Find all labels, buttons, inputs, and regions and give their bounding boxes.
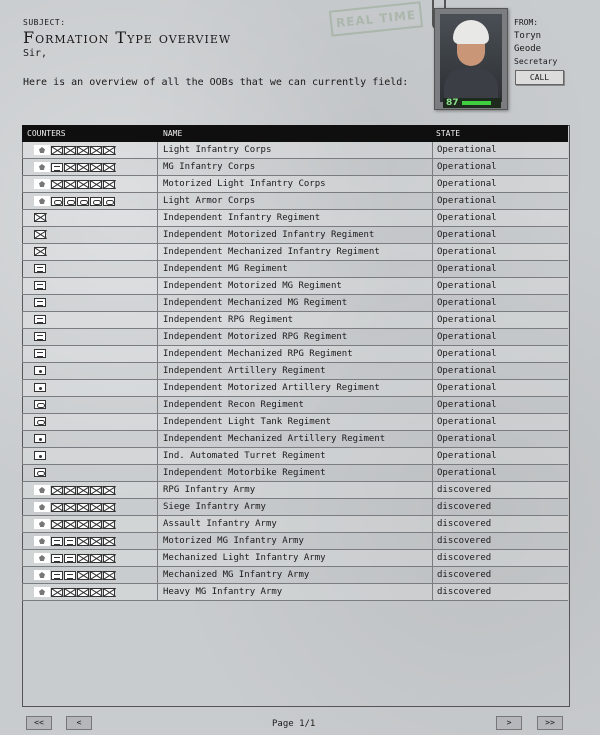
- inf-unit-icon: [51, 486, 63, 495]
- formation-state: Operational: [432, 142, 571, 158]
- table-row[interactable]: [22, 210, 568, 227]
- table-row[interactable]: [22, 448, 568, 465]
- inf-unit-icon: [64, 503, 76, 512]
- inf-unit-icon: [64, 163, 76, 172]
- inf-unit-icon: [90, 180, 102, 189]
- unit-counter-icon: [34, 332, 46, 341]
- header-name: NAME: [163, 129, 183, 138]
- hq-emblem-icon: [34, 179, 50, 189]
- inf-unit-icon: [64, 180, 76, 189]
- formation-state: discovered: [432, 482, 571, 498]
- mg-unit-icon: [51, 554, 63, 563]
- real-time-stamp: REAL TIME: [329, 1, 423, 36]
- formation-name: Independent Motorbike Regiment: [163, 468, 326, 478]
- counter-cell: [22, 278, 158, 294]
- inf-unit-icon: [51, 588, 63, 597]
- mg-unit-icon: [51, 571, 63, 580]
- table-row[interactable]: [22, 244, 568, 261]
- inf-unit-icon: [90, 520, 102, 529]
- unit-counter-icon: [34, 179, 115, 189]
- table-row[interactable]: [22, 482, 568, 499]
- counter-cell: [22, 533, 158, 549]
- sender-role: Secretary: [514, 57, 558, 66]
- hq-emblem-icon: [34, 485, 50, 495]
- hq-emblem-icon: [34, 502, 50, 512]
- last-page-button[interactable]: >>: [537, 716, 563, 730]
- counter-cell: [22, 142, 158, 158]
- unit-counter-icon: [34, 298, 46, 307]
- counter-cell: [22, 210, 158, 226]
- inf-unit-icon: [77, 571, 89, 580]
- unit-counter-icon: [34, 196, 115, 206]
- table-row[interactable]: [22, 176, 568, 193]
- formation-state: Operational: [432, 278, 571, 294]
- formation-state: discovered: [432, 516, 571, 532]
- unit-counter-icon: [34, 587, 115, 597]
- art-unit-icon: [34, 366, 46, 375]
- prev-page-button[interactable]: <: [66, 716, 92, 730]
- unit-counter-icon: [34, 247, 46, 256]
- counter-cell: [22, 312, 158, 328]
- mg-unit-icon: [34, 349, 46, 358]
- hq-emblem-icon: [34, 536, 50, 546]
- unit-counter-icon: [34, 519, 115, 529]
- counter-cell: [22, 193, 158, 209]
- formation-name: Mechanized Light Infantry Army: [163, 553, 326, 563]
- table-row[interactable]: [22, 261, 568, 278]
- page-indicator: Page 1/1: [272, 719, 316, 729]
- formation-name: Independent Recon Regiment: [163, 400, 304, 410]
- inf-unit-icon: [90, 486, 102, 495]
- unit-counter-icon: [34, 553, 115, 563]
- table-row[interactable]: [22, 533, 568, 550]
- counter-cell: [22, 397, 158, 413]
- health-fill: [462, 101, 491, 105]
- counter-cell: [22, 465, 158, 481]
- mg-unit-icon: [51, 163, 63, 172]
- unit-counter-icon: [34, 230, 46, 239]
- subject-label: SUBJECT:: [23, 18, 66, 27]
- formation-state: discovered: [432, 550, 571, 566]
- formation-name: RPG Infantry Army: [163, 485, 256, 495]
- hq-emblem-icon: [34, 145, 50, 155]
- mg-unit-icon: [34, 281, 46, 290]
- formation-name: Heavy MG Infantry Army: [163, 587, 283, 597]
- hq-emblem-icon: [34, 553, 50, 563]
- portrait-image: [440, 14, 502, 108]
- table-row[interactable]: [22, 312, 568, 329]
- from-label: FROM:: [514, 18, 539, 27]
- formation-state: Operational: [432, 329, 571, 345]
- first-page-button[interactable]: <<: [26, 716, 52, 730]
- inf-unit-icon: [64, 146, 76, 155]
- mg-unit-icon: [64, 554, 76, 563]
- unit-counter-icon: [34, 400, 46, 409]
- unit-counter-icon: [34, 434, 46, 443]
- inf-unit-icon: [103, 571, 115, 580]
- sender-first-name: Toryn: [514, 31, 542, 41]
- inf-unit-icon: [103, 537, 115, 546]
- counter-cell: [22, 295, 158, 311]
- unit-counter-icon: [34, 502, 115, 512]
- inf-unit-icon: [34, 213, 46, 222]
- table-row[interactable]: [22, 567, 568, 584]
- inf-unit-icon: [90, 503, 102, 512]
- table-row[interactable]: [22, 397, 568, 414]
- formation-name: Independent Mechanized Artillery Regiment: [163, 434, 386, 444]
- table-row[interactable]: [22, 295, 568, 312]
- portrait-hair: [453, 20, 489, 44]
- unit-counter-icon: [34, 383, 46, 392]
- inf-unit-icon: [51, 503, 63, 512]
- formation-state: Operational: [432, 261, 571, 277]
- inf-unit-icon: [77, 486, 89, 495]
- formation-name: Independent RPG Regiment: [163, 315, 294, 325]
- inf-unit-icon: [34, 247, 46, 256]
- mg-unit-icon: [34, 315, 46, 324]
- formation-name: Independent Motorized MG Regiment: [163, 281, 342, 291]
- counter-cell: [22, 482, 158, 498]
- inf-unit-icon: [77, 180, 89, 189]
- formation-state: Operational: [432, 295, 571, 311]
- formation-name: Independent Light Tank Regiment: [163, 417, 331, 427]
- formation-name: MG Infantry Corps: [163, 162, 256, 172]
- counter-cell: [22, 159, 158, 175]
- table-row[interactable]: [22, 193, 568, 210]
- counter-cell: [22, 550, 158, 566]
- formation-state: discovered: [432, 584, 571, 600]
- inf-unit-icon: [103, 146, 115, 155]
- inf-unit-icon: [51, 180, 63, 189]
- hq-emblem-icon: [34, 570, 50, 580]
- inf-unit-icon: [51, 520, 63, 529]
- table-row[interactable]: [22, 227, 568, 244]
- counter-cell: [22, 346, 158, 362]
- inf-unit-icon: [77, 146, 89, 155]
- inf-unit-icon: [90, 554, 102, 563]
- formation-name: Independent Motorized Artillery Regiment: [163, 383, 380, 393]
- inf-unit-icon: [90, 537, 102, 546]
- formation-name: Light Infantry Corps: [163, 145, 272, 155]
- table-row[interactable]: [22, 329, 568, 346]
- art-unit-icon: [34, 383, 46, 392]
- armor-unit-icon: [77, 197, 89, 206]
- hq-emblem-icon: [34, 162, 50, 172]
- counter-cell: [22, 516, 158, 532]
- counter-cell: [22, 499, 158, 515]
- hq-emblem-icon: [34, 196, 50, 206]
- counter-cell: [22, 329, 158, 345]
- counter-cell: [22, 567, 158, 583]
- unit-counter-icon: [34, 213, 46, 222]
- hq-emblem-icon: [34, 587, 50, 597]
- advisor-portrait: [434, 8, 508, 110]
- table-row[interactable]: [22, 550, 568, 567]
- armor-unit-icon: [64, 197, 76, 206]
- formation-state: discovered: [432, 567, 571, 583]
- unit-counter-icon: [34, 145, 115, 155]
- unit-counter-icon: [34, 536, 115, 546]
- counter-cell: [22, 261, 158, 277]
- unit-counter-icon: [34, 485, 115, 495]
- inf-unit-icon: [90, 146, 102, 155]
- formation-state: Operational: [432, 176, 571, 192]
- table-row[interactable]: [22, 499, 568, 516]
- inf-unit-icon: [77, 588, 89, 597]
- formation-name: Motorized Light Infantry Corps: [163, 179, 326, 189]
- armor-unit-icon: [103, 197, 115, 206]
- formation-name: Independent Motorized Infantry Regiment: [163, 230, 375, 240]
- table-row[interactable]: [22, 363, 568, 380]
- formation-state: Operational: [432, 363, 571, 379]
- art-unit-icon: [34, 451, 46, 460]
- formation-name: Independent Mechanized MG Regiment: [163, 298, 348, 308]
- formation-state: discovered: [432, 499, 571, 515]
- table-row[interactable]: [22, 380, 568, 397]
- formation-name: Independent Motorized RPG Regiment: [163, 332, 348, 342]
- table-row[interactable]: [22, 142, 568, 159]
- inf-unit-icon: [90, 588, 102, 597]
- formation-state: Operational: [432, 244, 571, 260]
- table-row[interactable]: [22, 414, 568, 431]
- table-row[interactable]: [22, 278, 568, 295]
- formation-name: Mechanized MG Infantry Army: [163, 570, 310, 580]
- inf-unit-icon: [90, 571, 102, 580]
- unit-counter-icon: [34, 366, 46, 375]
- table-row[interactable]: [22, 431, 568, 448]
- page-title: Formation Type overview: [23, 28, 232, 47]
- inf-unit-icon: [64, 588, 76, 597]
- next-page-button[interactable]: >: [496, 716, 522, 730]
- formation-state: Operational: [432, 414, 571, 430]
- table-row[interactable]: [22, 346, 568, 363]
- unit-counter-icon: [34, 264, 46, 273]
- call-button[interactable]: CALL: [515, 70, 564, 85]
- inf-unit-icon: [77, 554, 89, 563]
- formation-state: Operational: [432, 448, 571, 464]
- inf-unit-icon: [103, 180, 115, 189]
- mg-unit-icon: [64, 571, 76, 580]
- formation-name: Motorized MG Infantry Army: [163, 536, 304, 546]
- counter-cell: [22, 176, 158, 192]
- formation-state: Operational: [432, 397, 571, 413]
- inf-unit-icon: [34, 230, 46, 239]
- armor-unit-icon: [34, 417, 46, 426]
- header-state: STATE: [436, 129, 461, 138]
- formation-state: Operational: [432, 465, 571, 481]
- formation-state: Operational: [432, 380, 571, 396]
- counter-cell: [22, 244, 158, 260]
- counter-cell: [22, 431, 158, 447]
- hq-emblem-icon: [34, 519, 50, 529]
- sender-last-name: Geode: [514, 44, 542, 54]
- unit-counter-icon: [34, 468, 46, 477]
- inf-unit-icon: [103, 588, 115, 597]
- counter-cell: [22, 227, 158, 243]
- unit-counter-icon: [34, 281, 46, 290]
- inf-unit-icon: [64, 520, 76, 529]
- formation-name: Light Armor Corps: [163, 196, 256, 206]
- inf-unit-icon: [77, 520, 89, 529]
- formation-state: Operational: [432, 312, 571, 328]
- formation-name: Independent Infantry Regiment: [163, 213, 321, 223]
- formation-name: Siege Infantry Army: [163, 502, 266, 512]
- formation-state: Operational: [432, 227, 571, 243]
- unit-counter-icon: [34, 315, 46, 324]
- unit-counter-icon: [34, 570, 115, 580]
- inf-unit-icon: [103, 163, 115, 172]
- inf-unit-icon: [77, 537, 89, 546]
- armor-unit-icon: [34, 468, 46, 477]
- unit-counter-icon: [34, 349, 46, 358]
- formation-state: Operational: [432, 193, 571, 209]
- inf-unit-icon: [90, 163, 102, 172]
- table-row[interactable]: [22, 465, 568, 482]
- table-row[interactable]: [22, 584, 568, 601]
- header-counters: COUNTERS: [27, 129, 66, 138]
- armor-unit-icon: [51, 197, 63, 206]
- formation-name: Independent Artillery Regiment: [163, 366, 326, 376]
- intro-text: Here is an overview of all the OOBs that we can currently field:: [23, 77, 409, 88]
- counter-cell: [22, 380, 158, 396]
- inf-unit-icon: [77, 503, 89, 512]
- formation-name: Ind. Automated Turret Regiment: [163, 451, 326, 461]
- table-header: [22, 125, 568, 142]
- unit-counter-icon: [34, 162, 115, 172]
- counter-cell: [22, 448, 158, 464]
- counter-cell: [22, 584, 158, 600]
- table-body: [22, 142, 568, 601]
- mg-unit-icon: [51, 537, 63, 546]
- counter-cell: [22, 363, 158, 379]
- formation-state: discovered: [432, 533, 571, 549]
- formation-state: Operational: [432, 159, 571, 175]
- mg-unit-icon: [34, 298, 46, 307]
- inf-unit-icon: [77, 163, 89, 172]
- mg-unit-icon: [34, 264, 46, 273]
- inf-unit-icon: [103, 503, 115, 512]
- formation-name: Independent Mechanized Infantry Regiment: [163, 247, 380, 257]
- formation-state: Operational: [432, 346, 571, 362]
- mg-unit-icon: [34, 332, 46, 341]
- counter-cell: [22, 414, 158, 430]
- armor-unit-icon: [34, 400, 46, 409]
- art-unit-icon: [34, 434, 46, 443]
- formation-name: Independent Mechanized RPG Regiment: [163, 349, 353, 359]
- table-row[interactable]: [22, 159, 568, 176]
- formation-state: Operational: [432, 431, 571, 447]
- inf-unit-icon: [51, 146, 63, 155]
- salutation: Sir,: [23, 48, 48, 59]
- health-value: 87: [446, 98, 459, 108]
- inf-unit-icon: [103, 486, 115, 495]
- table-row[interactable]: [22, 516, 568, 533]
- formation-state: Operational: [432, 210, 571, 226]
- armor-unit-icon: [90, 197, 102, 206]
- unit-counter-icon: [34, 451, 46, 460]
- inf-unit-icon: [103, 554, 115, 563]
- mg-unit-icon: [64, 537, 76, 546]
- formation-name: Assault Infantry Army: [163, 519, 277, 529]
- unit-counter-icon: [34, 417, 46, 426]
- formation-name: Independent MG Regiment: [163, 264, 288, 274]
- inf-unit-icon: [103, 520, 115, 529]
- inf-unit-icon: [64, 486, 76, 495]
